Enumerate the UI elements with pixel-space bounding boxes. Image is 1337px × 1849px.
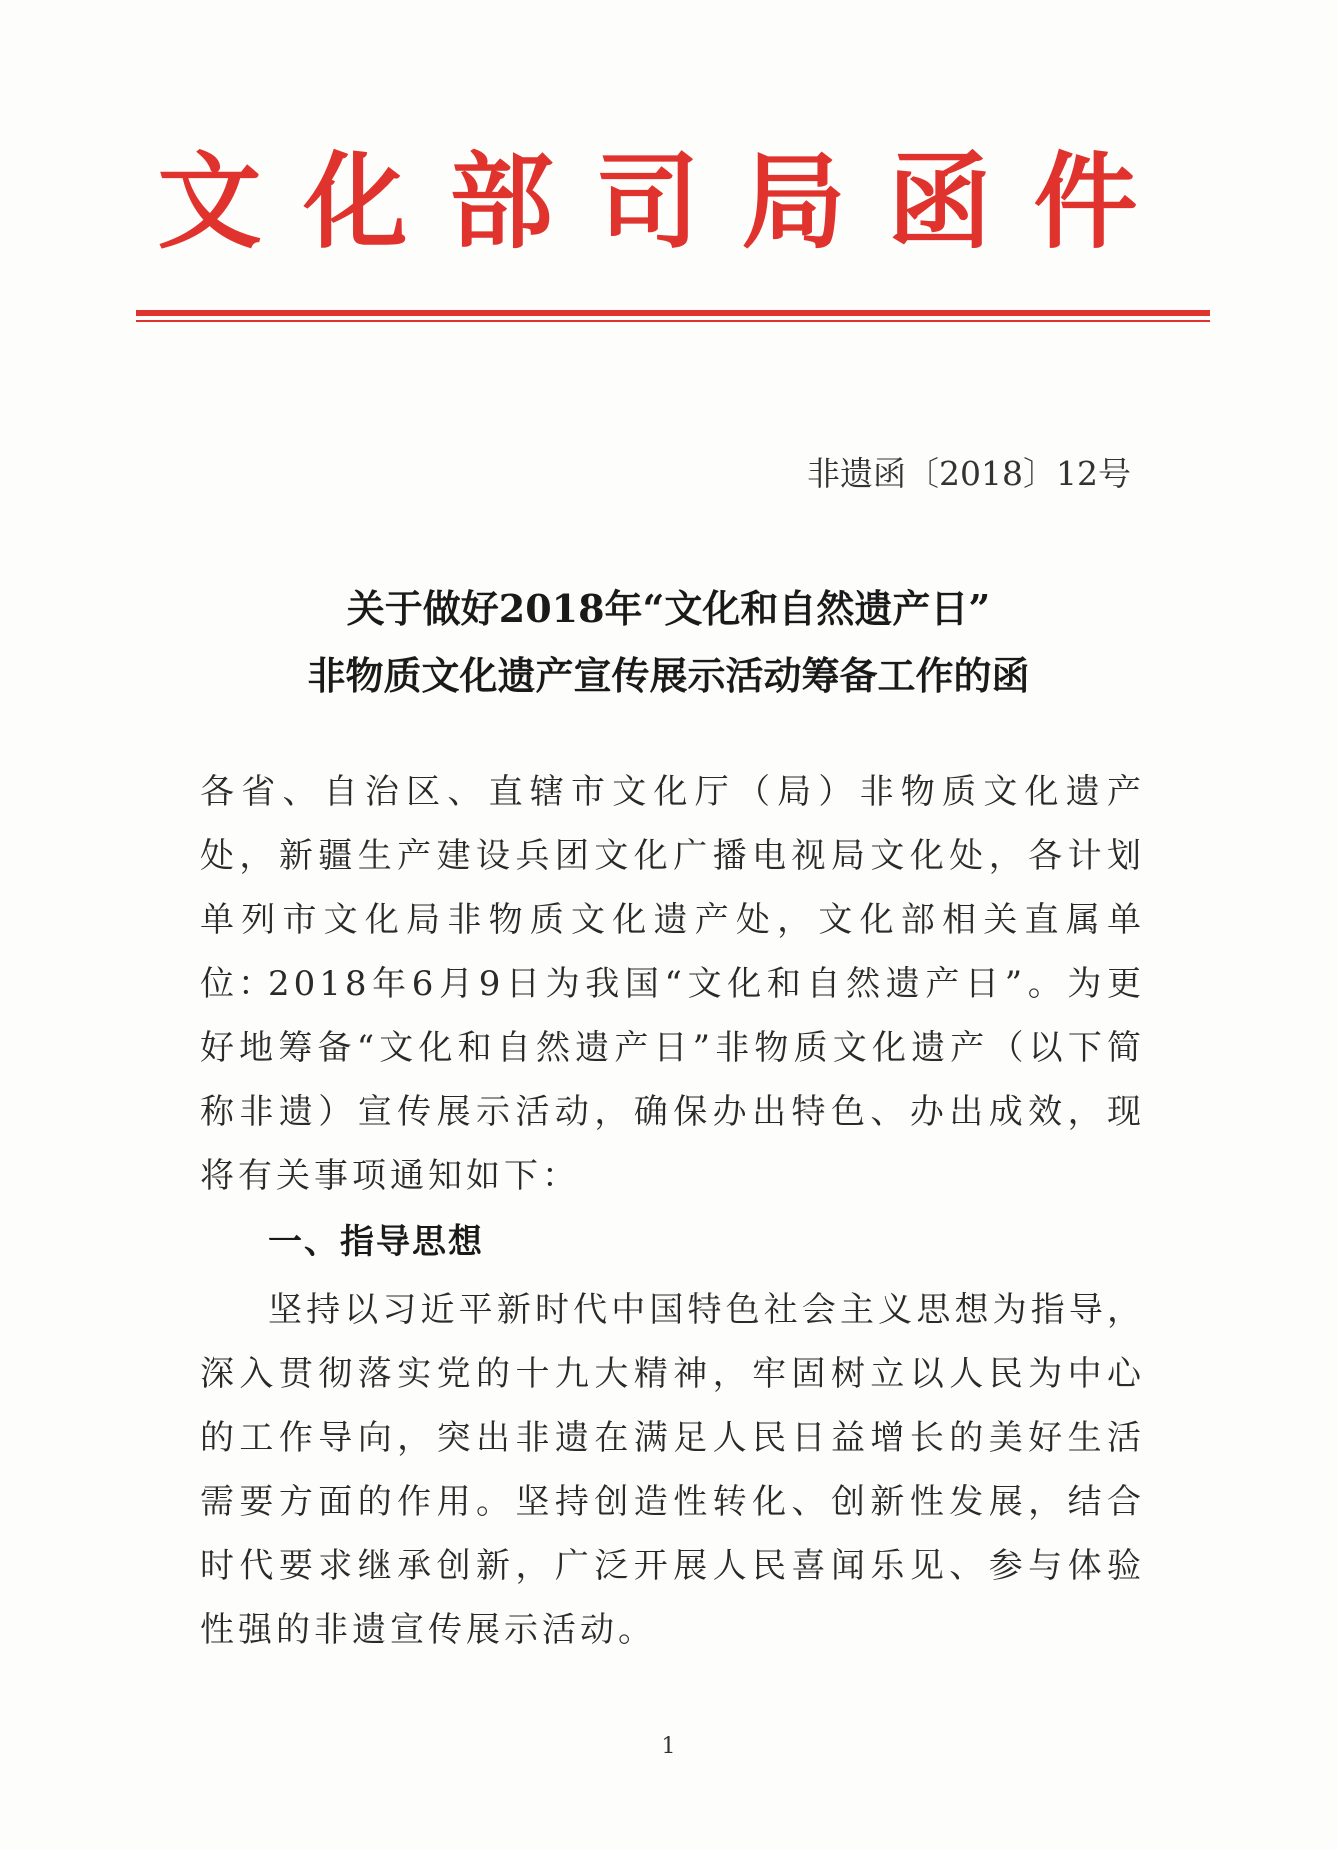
letterhead-rule-thick [136, 310, 1210, 316]
page-number: 1 [661, 1734, 676, 1759]
document-number: 非遗函〔2018〕12号 [807, 454, 1131, 493]
document-heading-line-2: 非物质文化遗产宣传展示活动筹备工作的函 [307, 653, 1030, 698]
letterhead-title: 文化部司局函件 [157, 140, 1180, 263]
letterhead-rule-thin [136, 320, 1210, 322]
addressee-paragraph: 各省、自治区、直辖市文化厅（局）非物质文化遗产处，新疆生产建设兵团文化广播电视局文化处，各计划单列市文化局非物质文化遗产处，文化部相关直属单位： [200, 772, 1145, 1004]
document-heading-line-1: 关于做好2018年“文化和自然遗产日” [346, 586, 991, 631]
section-body-guiding-ideology: 坚持以习近平新时代中国特色社会主义思想为指导，深入贯彻落实党的十九大精神，牢固树立以人民为中心的工作导向，突出非遗在满足人民日益增长的美好生活需要方面的作用。坚持创造性转化、创新性发展，结合时代要求继承创新，广泛开展人民喜闻乐见、参与体验性强的非遗宣传展示活动。 [200, 1290, 1145, 1650]
section-heading-guiding-ideology: 一、指导思想 [268, 1222, 484, 1262]
intro-paragraph: 2018年6月9日为我国“文化和自然遗产日”。为更好地筹备“文化和自然遗产日”非物质文化遗产（以下简称非遗）宣传展示活动，确保办出特色、办出成效，现将有关事项通知如下： [200, 964, 1145, 1196]
